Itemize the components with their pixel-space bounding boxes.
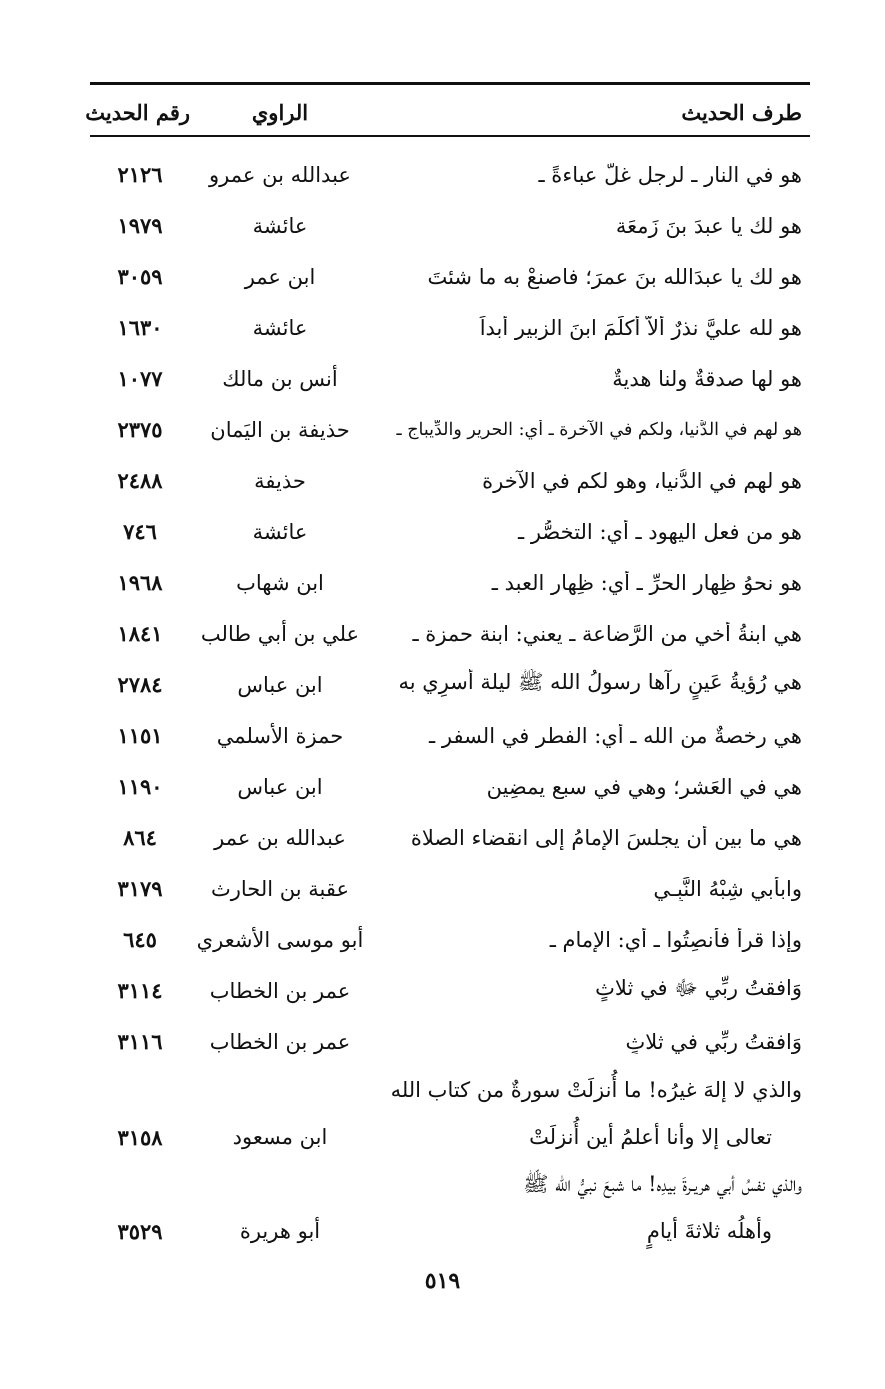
table-header [85,85,810,125]
narrator-name: حذيفة بن اليَمان [210,417,350,442]
header-narrator: الراوي [251,100,309,125]
table-row [90,302,810,353]
narrator-name: حذيفة [254,468,306,493]
table-body [90,149,810,1255]
hadith-text: وإذا قرأ فأنصِتُوا ـ أي: الإمام ـ [549,927,802,952]
hadith-line-1: والذي لا إلهَ غيرُه! ما أُنزلَتْ سورةٌ من كتاب الله [390,1078,802,1102]
hadith-number: ٣١١٦ [117,1029,163,1054]
narrator-name: علي بن أبي طالب [200,621,360,646]
hadith-number: ١٩٦٨ [117,570,163,595]
table-row [90,914,810,965]
hadith-text: هي في العَشر؛ وهي في سبعٍ يمضِين [486,774,802,799]
table-row [90,659,810,710]
hadith-text: وَافقتُ ربِّي في ثلاثٍ [625,1029,802,1054]
table-row [90,863,810,914]
table-row [90,353,810,404]
hadith-text: هي رُؤيةُ عَينٍ رآها رسولُ الله ﷺ ليلة أُسرِي به [398,670,802,694]
hadith-number: ٣١١٤ [117,978,163,1003]
narrator-name: عائشة [252,213,308,238]
table-row [90,761,810,812]
narrator-name: عبدالله بن عمر [214,825,346,850]
table-row [90,557,810,608]
narrator-name: ابن شهاب [236,570,324,595]
hadith-text [370,1067,810,1161]
hadith-text: هي رخصةٌ من الله ـ أي: الفطر في السفر ـ [429,723,802,748]
hadith-text: هو في النار ـ لرجل غلَّ عباءةً ـ [538,162,802,187]
narrator-name: عمر بن الخطاب [209,1029,351,1054]
hadith-number: ٢١٢٦ [117,162,163,187]
table-row [90,1016,810,1067]
hadith-number: ١٩٧٩ [117,213,163,238]
narrator-name: عائشة [252,315,308,340]
hadith-number: ٣١٥٨ [117,1125,163,1150]
hadith-number: ٢٧٨٤ [117,672,163,697]
table-row [90,455,810,506]
narrator-name: أبو موسى الأشعري [196,927,364,952]
hadith-text: هو لك يا عبدَالله بنَ عمرَ؛ فاصنعْ به ما شئتَ [427,264,802,289]
hadith-number: ١٠٧٧ [117,366,163,391]
table-row [90,1161,810,1255]
page-number: ٥١٩ [424,1268,461,1294]
narrator-name: ابن عمر [244,264,316,289]
header-hadith: طرف الحديث [681,100,802,125]
hadith-line-2: تعالى إلا وأنا أعلمُ أين أُنزلَتْ [529,1125,772,1149]
table-row [90,710,810,761]
hadith-line-2: وأهلُه ثلاثةَ أيامٍ [646,1219,772,1243]
narrator-name: عقبة بن الحارث [210,876,350,901]
hadith-line-1: والذي نفسُ أبي هريـرةَ بيدِه! ما شبعَ نبيُّ الله ﷺ [523,1172,802,1196]
hadith-text: هو لله عليَّ نذرٌ ألاَّ أُكلِّمَ ابنَ الزبير أبداً [479,315,802,340]
hadith-number: ٦٤٥ [123,927,157,952]
table-row [90,965,810,1016]
header-number: رقم الحديث [85,100,190,125]
hadith-number: ٣٠٥٩ [117,264,163,289]
header-rule [90,135,810,137]
hadith-number: ١١٩٠ [117,774,163,799]
hadith-number: ٣١٧٩ [117,876,163,901]
hadith-text [370,1161,810,1255]
narrator-name: أبو هريرة [239,1219,321,1243]
table-row [90,200,810,251]
hadith-index-table [85,82,810,1255]
hadith-number: ١٦٣٠ [117,315,163,340]
table-row [90,506,810,557]
hadith-number: ١٨٤١ [117,621,163,646]
hadith-number: ١١٥١ [117,723,163,748]
hadith-number: ٨٦٤ [123,825,157,850]
table-row [90,608,810,659]
narrator-name: ابن مسعود [232,1125,328,1149]
hadith-text: هو لهم في الدُّنيا، وهو لكم في الآخرة [482,468,802,493]
narrator-name: ابن عباس [237,774,323,799]
table-row [90,251,810,302]
narrator-name: عائشة [252,519,308,544]
hadith-text: هو نحوُ ظِهار الحرِّ ـ أي: ظِهار العبد ـ [491,570,802,595]
narrator-name: ابن عباس [237,672,323,697]
hadith-number: ٢٤٨٨ [117,468,163,493]
hadith-text: هو لك يا عبدَ بنَ زَمعَة [615,213,802,238]
narrator-name: عمر بن الخطاب [209,978,351,1003]
narrator-name: أنس بن مالك [222,366,338,391]
hadith-text: هي ابنةُ أخي من الرَّضاعة ـ يعني: ابنة حمزة ـ [412,621,802,646]
hadith-text: هو من فعل اليهود ـ أي: التخصُّر ـ [518,519,802,544]
hadith-number: ٧٤٦ [123,519,157,544]
table-row [90,149,810,200]
narrator-name: عبدالله بن عمرو [209,162,351,187]
hadith-number: ٣٥٢٩ [117,1219,163,1244]
table-row [90,1067,810,1161]
narrator-name: حمزة الأسلمي [216,723,344,748]
table-row [90,404,810,455]
hadith-text: وابأبي شِبْهُ النَّبِـي [653,876,802,901]
hadith-text: هو لهم في الدُّنيا، ولكم في الآخرة ـ أي: الحرير والدِّيباج ـ [396,419,802,440]
hadith-text: هي ما بين أن يجلسَ الإمامُ إلى انقضاء الصلاة [410,825,802,850]
table-row [90,812,810,863]
hadith-number: ٢٣٧٥ [117,417,163,442]
hadith-text: وَافقتُ ربِّي ﷻ في ثلاثٍ [595,976,802,1000]
hadith-text: هو لها صدقةٌ ولنا هديةٌ [612,366,802,391]
